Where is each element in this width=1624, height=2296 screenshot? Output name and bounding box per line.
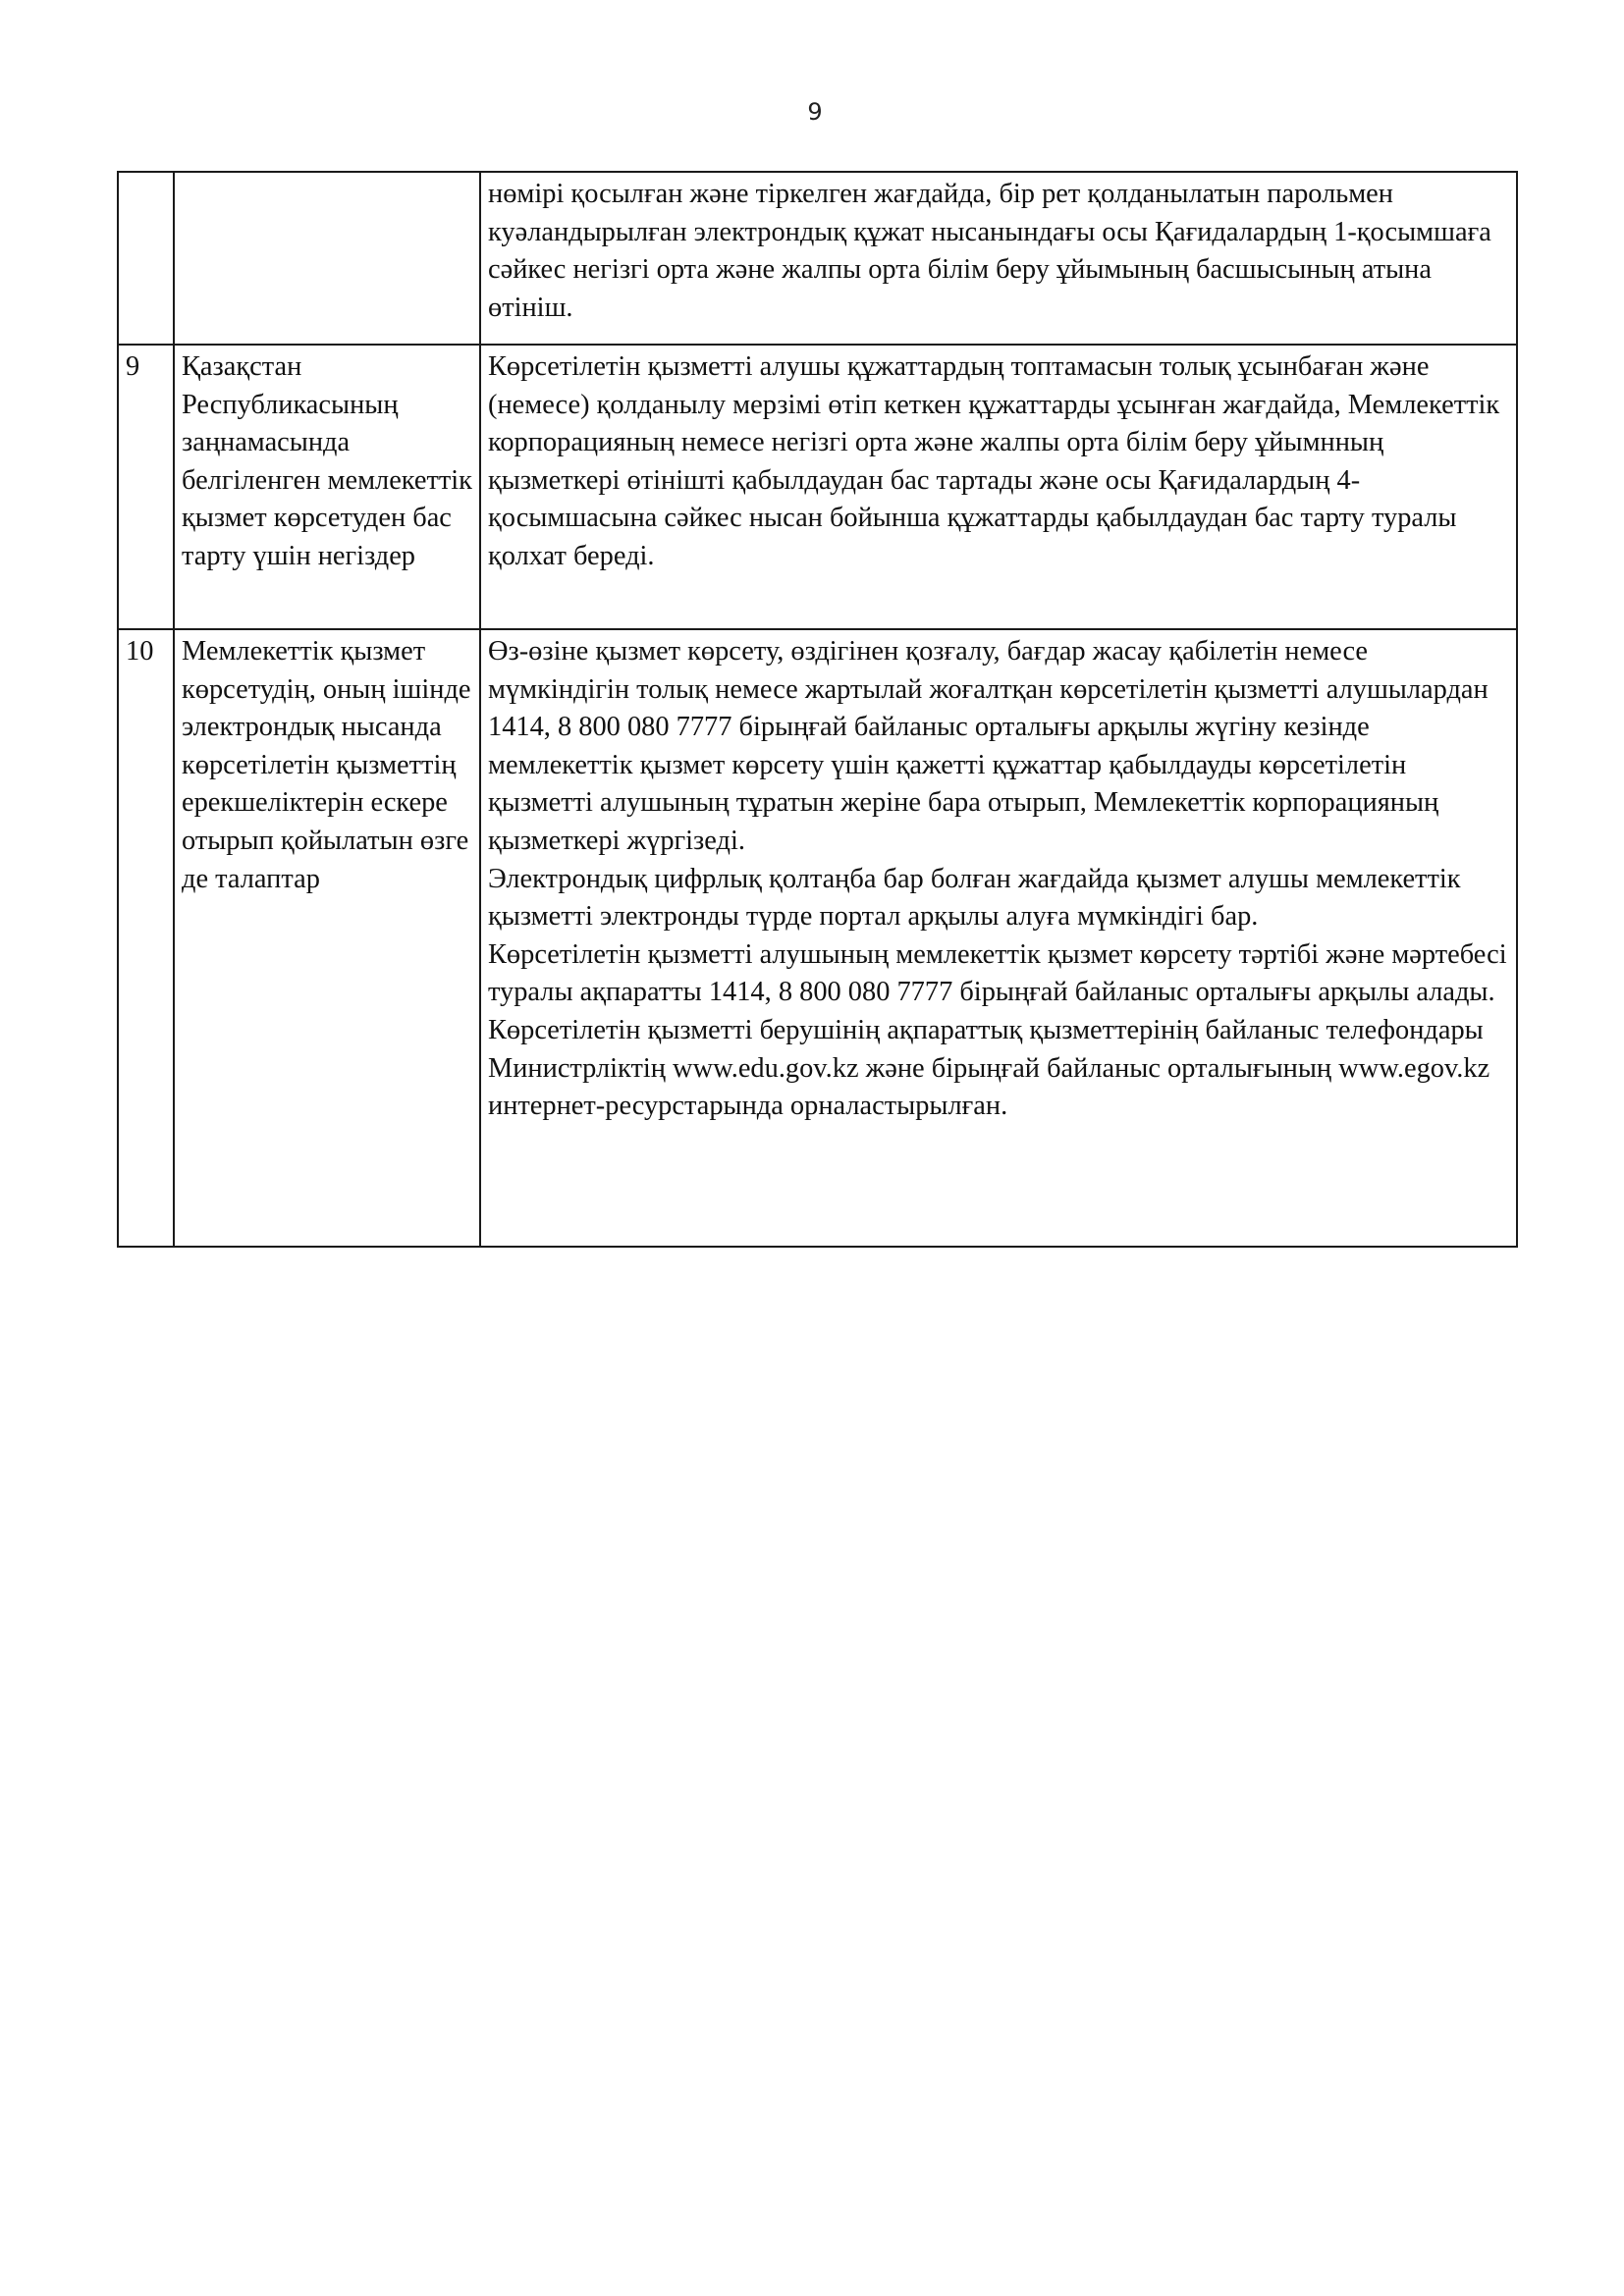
table-row [118, 172, 1517, 345]
service-standard-table [117, 171, 1518, 1248]
description-paragraph: нөмірі қосылған және тіркелген жағдайда, бір рет қолданылатын парольмен куәландырылған электрондық құжат нысанындағы осы Қағидалардың 1-қосымшаға сәйкес негізгі орта және жалпы орта білім беру ұйымының басшысының атына өтініш. [488, 179, 1491, 323]
description-paragraph: Көрсетілетін қызметті берушінің ақпараттық қызметтерінің байланыс телефондары Министрліктің www.edu.gov.kz және бірыңғай байланыс орталығының www.egov.kz интернет-ресурстарында орналастырылған. [488, 1014, 1490, 1122]
description-paragraph: Көрсетілетін қызметті алушы құжаттардың топтамасын толық ұсынбаған және (немесе) қолданылу мерзімі өтіп кеткен құжаттарды ұсынған жағдайда, Мемлекеттік корпорацияның немесе негізгі орта және жалпы орта білім беру ұйымнның қызметкері өтінішті қабылдаудан бас тартады және осы Қағидалардың 4-қосымшасына сәйкес нысан бойынша құжаттарды қабылдаудан бас тарту туралы қолхат береді. [488, 351, 1500, 571]
row-description-cell [480, 172, 1517, 345]
page-number: 9 [807, 98, 823, 126]
row-number-cell [118, 172, 174, 345]
description-paragraph: Электрондық цифрлық қолтаңба бар болған жағдайда қызмет алушы мемлекеттік қызметті электронды түрде портал арқылы алуға мүмкіндігі бар. [488, 863, 1461, 933]
row-name-cell [174, 172, 480, 345]
row-number-cell: 10 [118, 629, 174, 1247]
table-row [118, 629, 1517, 1247]
description-paragraph: Өз-өзіне қызмет көрсету, өздігінен қозғалу, бағдар жасау қабілетін немесе мүмкіндігін толық немесе жартылай жоғалтқан көрсетілетін қызметті алушылардан 1414, 8 800 080 7777 бірыңғай байланыс орталығы арқылы жүгіну кезінде мемлекеттік қызмет көрсету үшін қажетті құжаттар қабылдауды көрсетілетін қызметті алушының тұратын жеріне бара отырып, Мемлекеттік корпорацияның қызметкері жүргізеді. [488, 636, 1489, 856]
row-name-cell: Қазақстан Республикасының заңнамасында белгіленген мемлекеттік қызмет көрсетуден бас тарту үшін негіздер [174, 345, 480, 629]
row-name-cell: Мемлекеттік қызмет көрсетудің, оның ішінде электрондық нысанда көрсетілетін қызметтің ерекшеліктерін ескере отырып қойылатын өзге де талаптар [174, 629, 480, 1247]
table-row [118, 345, 1517, 629]
row-number-cell: 9 [118, 345, 174, 629]
row-description-cell [480, 345, 1517, 629]
row-description-cell [480, 629, 1517, 1247]
description-paragraph: Көрсетілетін қызметті алушының мемлекеттік қызмет көрсету тәртібі және мәртебесі туралы ақпаратты 1414, 8 800 080 7777 бірыңғай байланыс орталығы арқылы алады. [488, 938, 1507, 1008]
